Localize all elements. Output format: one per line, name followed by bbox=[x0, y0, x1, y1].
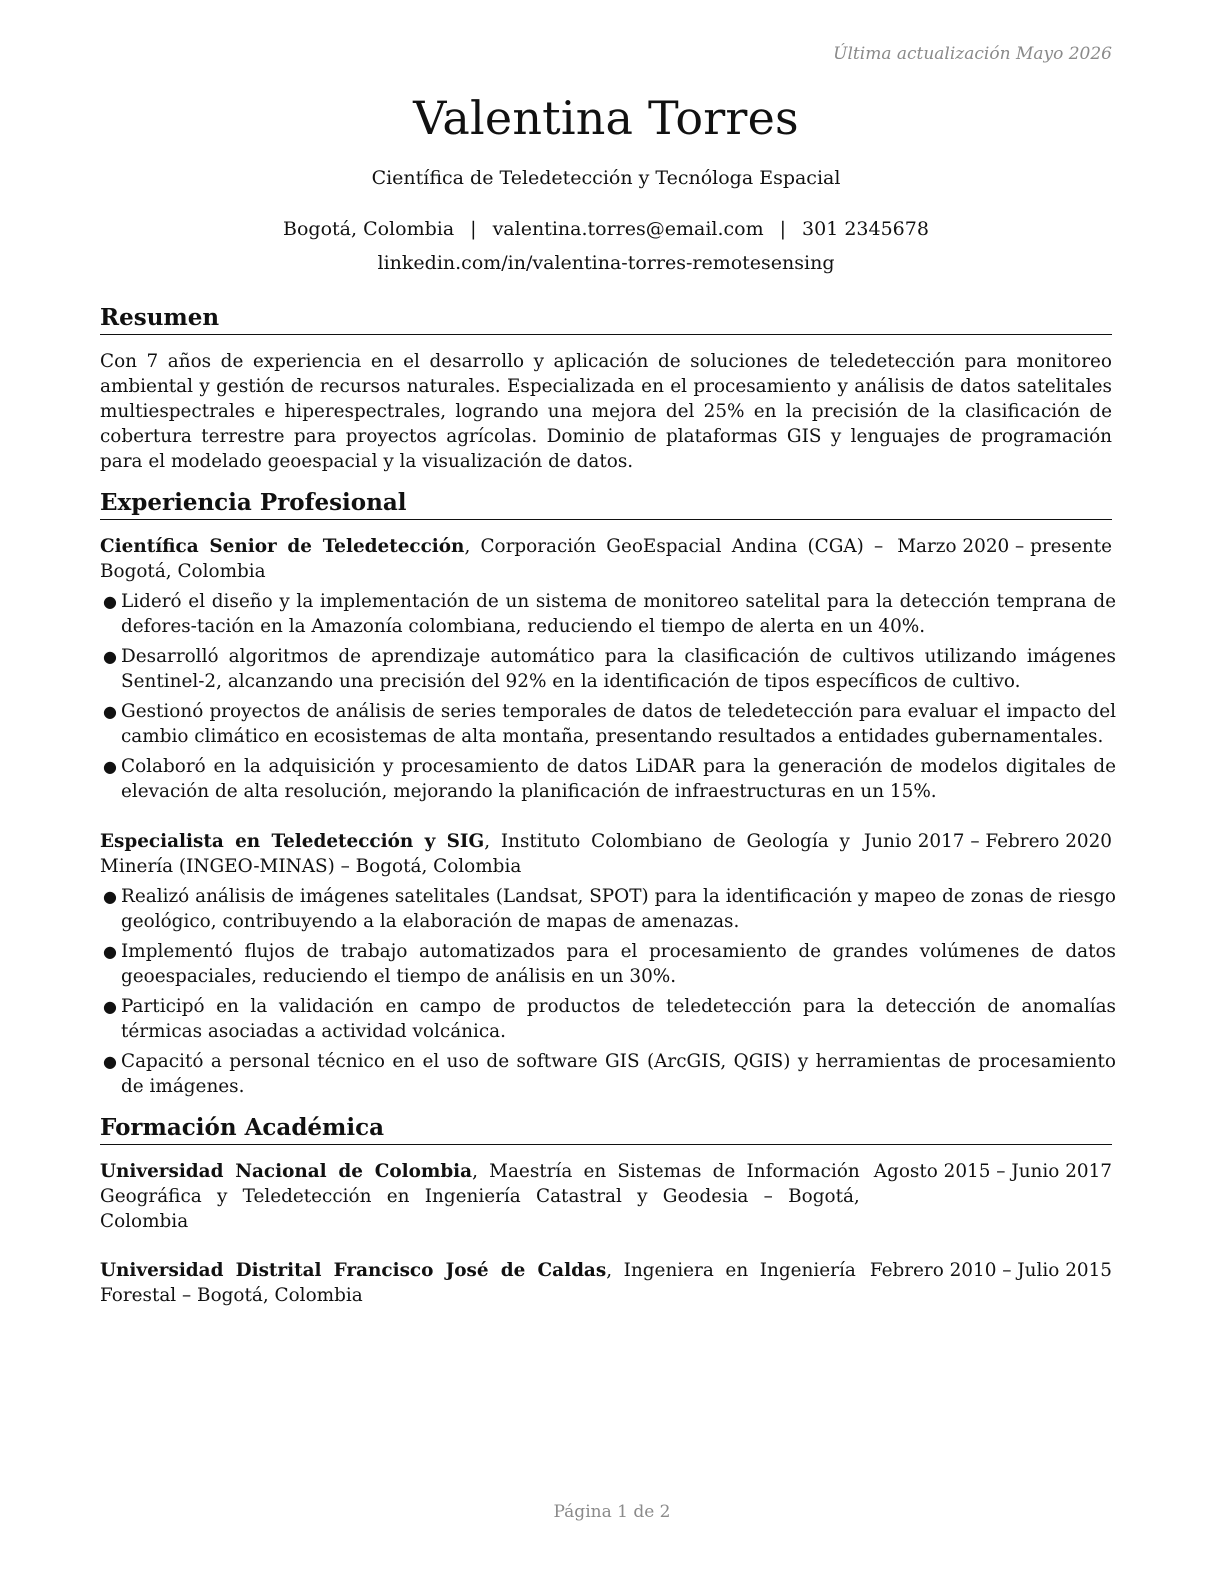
bullet-text: Realizó análisis de imágenes satelitales (Landsat, SPOT) para la identificación y mapeo de zonas de riesgo geológico, contribuyendo a la elaboración de mapas de amenazas. bbox=[121, 886, 1116, 932]
job-role-line bbox=[100, 829, 864, 879]
job-role: Especialista en Teledetección y SIG bbox=[100, 831, 485, 852]
job-header bbox=[100, 829, 1112, 879]
contact-separator: | bbox=[470, 218, 477, 240]
bullet-icon: ● bbox=[103, 647, 117, 666]
job-dates: Junio 2017 – Febrero 2020 bbox=[863, 831, 1112, 852]
education-entry bbox=[100, 1159, 1112, 1234]
job-entry bbox=[100, 534, 1116, 804]
job-organization: , Corporación GeoEspacial Andina (CGA) – Bogotá, Colombia bbox=[100, 536, 884, 582]
education-institution: Universidad Nacional de Colombia bbox=[100, 1161, 473, 1182]
bullet-item bbox=[100, 644, 1116, 694]
education-line bbox=[100, 1159, 874, 1234]
bullet-icon: ● bbox=[103, 942, 117, 961]
education-entry bbox=[100, 1258, 1112, 1308]
education-dates: Agosto 2015 – Junio 2017 bbox=[873, 1161, 1112, 1182]
bullet-text: Implementó flujos de trabajo automatizados para el procesamiento de grandes volúmenes de datos geoespaciales, reduciendo el tiempo de análisis en un 30%. bbox=[121, 941, 1116, 987]
bullet-item bbox=[100, 1049, 1116, 1099]
job-bullets bbox=[100, 884, 1116, 1099]
bullet-icon: ● bbox=[103, 702, 117, 721]
section-heading-experience: Experiencia Profesional bbox=[100, 488, 1112, 520]
contact-phone: 301 2345678 bbox=[802, 218, 929, 240]
bullet-text: Colaboró en la adquisición y procesamiento de datos LiDAR para la generación de modelos digitales de elevación de alta resolución, mejorando la planificación de infraestructuras en un 15%. bbox=[121, 756, 1116, 802]
education-dates: Febrero 2010 – Julio 2015 bbox=[869, 1260, 1112, 1281]
education-line bbox=[100, 1258, 870, 1308]
contact-email[interactable]: valentina.torres@email.com bbox=[492, 218, 764, 240]
resume-header bbox=[100, 88, 1112, 275]
bullet-icon: ● bbox=[103, 887, 117, 906]
bullet-icon: ● bbox=[103, 1052, 117, 1071]
bullet-icon: ● bbox=[103, 997, 117, 1016]
section-heading-summary: Resumen bbox=[100, 303, 1112, 335]
bullet-text: Participó en la validación en campo de productos de teledetección para la detección de anomalías térmicas asociadas a actividad volcánica. bbox=[121, 996, 1116, 1042]
candidate-title: Científica de Teledetección y Tecnóloga Espacial bbox=[371, 167, 841, 189]
resume-body bbox=[100, 303, 1116, 1308]
experience-section bbox=[100, 488, 1116, 1099]
bullet-text: Lideró el diseño y la implementación de un sistema de monitoreo satelital para la detección temprana de defores-tación en la Amazonía colombiana, reduciendo el tiempo de alerta en un 40%. bbox=[121, 591, 1116, 637]
job-role: Científica Senior de Teledetección bbox=[100, 536, 465, 557]
section-heading-education: Formación Académica bbox=[100, 1113, 1112, 1145]
bullet-text: Capacitó a personal técnico en el uso de software GIS (ArcGIS, QGIS) y herramientas de procesamiento de imágenes. bbox=[121, 1051, 1116, 1097]
page-number: Página 1 de 2 bbox=[553, 1502, 671, 1522]
bullet-icon: ● bbox=[103, 592, 117, 611]
education-institution: Universidad Distrital Francisco José de Caldas bbox=[100, 1260, 607, 1281]
job-header bbox=[100, 534, 1112, 584]
bullet-item bbox=[100, 699, 1116, 749]
job-bullets bbox=[100, 589, 1116, 804]
bullet-item bbox=[100, 754, 1116, 804]
bullet-text: Gestionó proyectos de análisis de series temporales de datos de teledetección para evaluar el impacto del cambio climático en ecosistemas de alta montaña, presentando resultados a entidades gubernamentales. bbox=[121, 701, 1116, 747]
bullet-item bbox=[100, 994, 1116, 1044]
candidate-name: Valentina Torres bbox=[413, 91, 799, 145]
job-entry bbox=[100, 829, 1116, 1099]
bullet-item bbox=[100, 884, 1116, 934]
contact-location: Bogotá, Colombia bbox=[283, 218, 455, 240]
job-dates: Marzo 2020 – presente bbox=[897, 536, 1112, 557]
bullet-item bbox=[100, 939, 1116, 989]
contact-line bbox=[100, 217, 1112, 241]
contact-separator: | bbox=[779, 218, 787, 240]
summary-section bbox=[100, 303, 1112, 474]
job-role-line bbox=[100, 534, 897, 584]
education-degree: , Maestría en Sistemas de Información Geográfica y Teledetección en Ingeniería Catastral y Geodesia – Bogotá, Colombia bbox=[100, 1161, 860, 1232]
education-section bbox=[100, 1113, 1112, 1308]
summary-text: Con 7 años de experiencia en el desarrollo y aplicación de soluciones de teledetección para monitoreo ambiental y gestión de recursos naturales. Especializada en el procesamiento y análisis de datos satelitales multiespectrales e hiperespectrales, logrando una mejora del 25% en la precisión de la clasificación de cobertura terrestre para proyectos agrícolas. Dominio de plataformas GIS y lenguajes de programación para el modelado geoespacial y la visualización de datos. bbox=[100, 351, 1112, 472]
bullet-item bbox=[100, 589, 1116, 639]
linkedin-link[interactable]: linkedin.com/in/valentina-torres-remotesensing bbox=[377, 252, 835, 274]
job-organization: , Instituto Colombiano de Geología y Minería (INGEO-MINAS) – Bogotá, Colombia bbox=[100, 831, 850, 877]
last-updated: Última actualización Mayo 2026 bbox=[833, 44, 1112, 64]
education-degree: , Ingeniera en Ingeniería Forestal – Bogotá, Colombia bbox=[100, 1260, 856, 1306]
bullet-text: Desarrolló algoritmos de aprendizaje automático para la clasificación de cultivos utilizando imágenes Sentinel-2, alcanzando una precisión del 92% en la identificación de tipos específicos de cultivo. bbox=[121, 646, 1116, 692]
bullet-icon: ● bbox=[103, 757, 117, 776]
